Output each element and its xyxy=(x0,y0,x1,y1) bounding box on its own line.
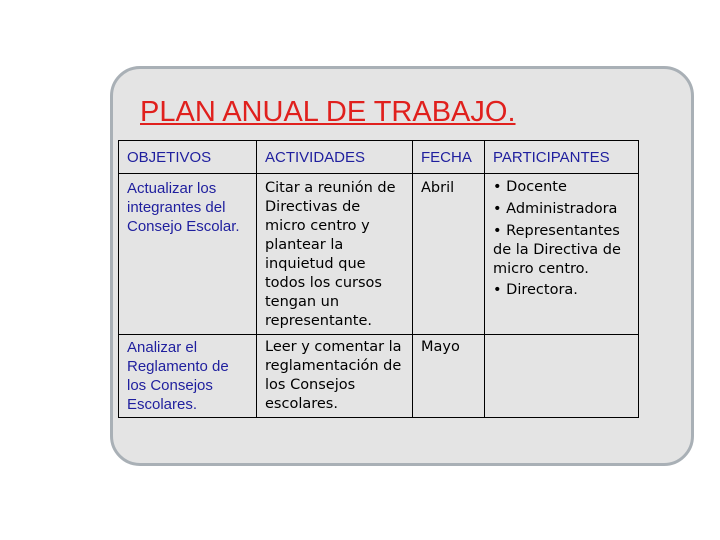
participant-item: • Docente xyxy=(493,179,567,195)
table-row xyxy=(119,174,639,335)
header-fecha: FECHA xyxy=(413,141,485,174)
actividad-cell: Leer y comentar la reglamentación de los Consejos escolares. xyxy=(257,335,413,418)
page-title: PLAN ANUAL DE TRABAJO. xyxy=(140,96,516,128)
participantes-cell xyxy=(485,174,639,335)
participant-item: • Administradora xyxy=(493,201,618,217)
header-objetivos: OBJETIVOS xyxy=(119,141,257,174)
table-header-row xyxy=(119,141,639,174)
header-participantes: PARTICIPANTES xyxy=(485,141,639,174)
header-actividades: ACTIVIDADES xyxy=(257,141,413,174)
plan-table xyxy=(118,140,639,418)
fecha-cell: Abril xyxy=(413,174,485,335)
actividad-cell: Citar a reunión de Directivas de micro centro y plantear la inquietud que todos los cursos tengan un representante. xyxy=(257,174,413,335)
fecha-cell: Mayo xyxy=(413,335,485,418)
participantes-cell xyxy=(485,335,639,418)
table-row xyxy=(119,335,639,418)
participant-item: • Representantes de la Directiva de micro centro. xyxy=(493,223,621,277)
objetivo-cell: Actualizar los integrantes del Consejo Escolar. xyxy=(119,174,257,335)
participant-item: • Directora. xyxy=(493,282,578,298)
objetivo-cell: Analizar el Reglamento de los Consejos Escolares. xyxy=(119,335,257,418)
